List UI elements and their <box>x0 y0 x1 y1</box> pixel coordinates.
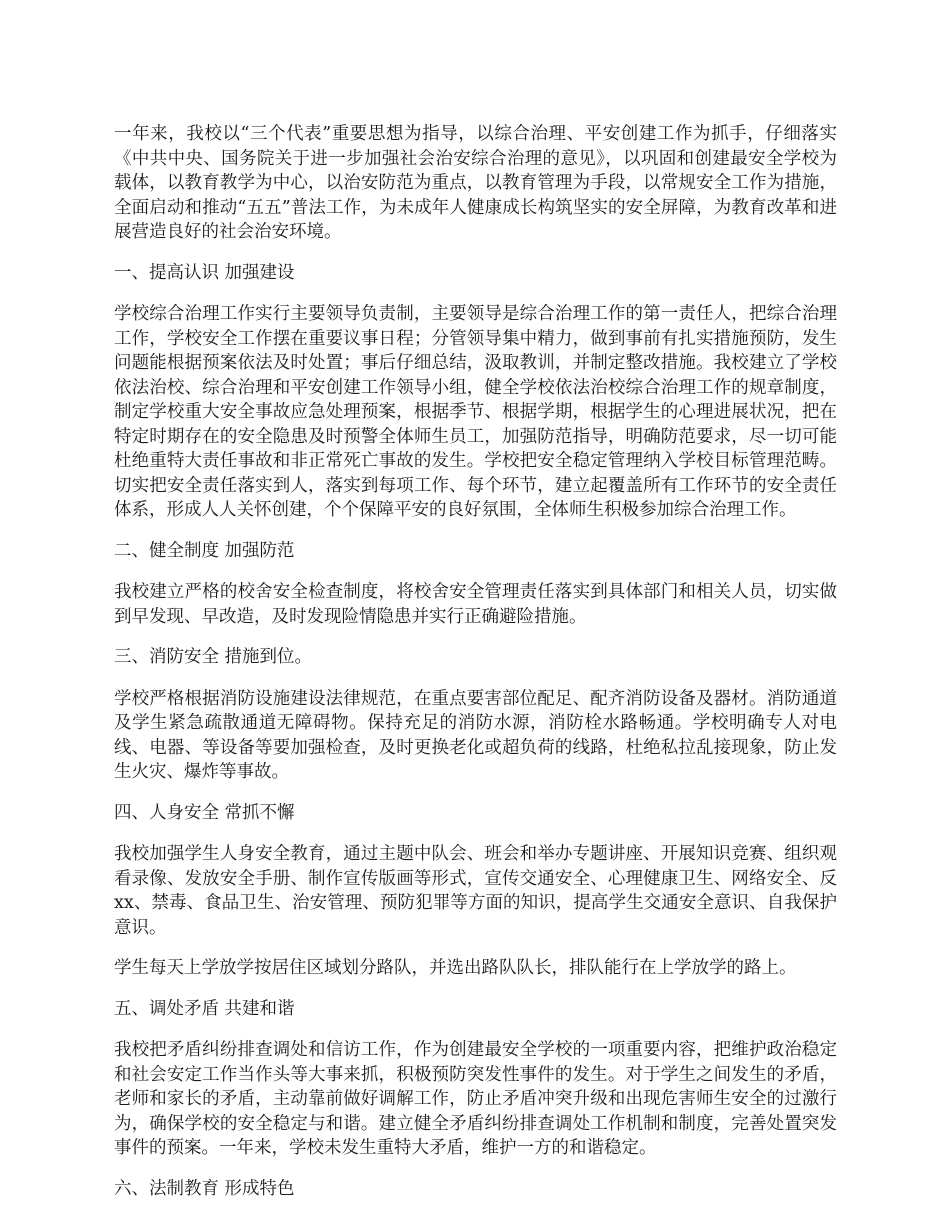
document-page <box>114 122 837 1218</box>
section-5-paragraph-1: 我校把矛盾纠纷排查调处和信访工作，作为创建最安全学校的一项重要内容，把维护政治稳定和社会安定工作当作头等大事来抓，积极预防突发性事件的发生。对于学生之间发生的矛盾，老师和家长的矛盾，主动靠前做好调解工作，防止矛盾冲突升级和出现危害师生安全的过激行为，确保学校的安全稳定与和谐。建立健全矛盾纠纷排查调处工作机制和制度，完善处置突发事件的预案。一年来，学校未发生重特大矛盾，维护一方的和谐稳定。 <box>114 1040 837 1158</box>
section-heading-3: 三、消防安全 措施到位。 <box>114 647 313 667</box>
section-heading-1: 一、提高认识 加强建设 <box>114 262 295 283</box>
section-heading-4: 四、人身安全 常抓不懈 <box>114 802 295 823</box>
section-heading-2: 二、健全制度 加强防范 <box>114 540 295 561</box>
section-heading-6: 六、法制教育 形成特色 <box>114 1178 295 1199</box>
section-2-paragraph-1: 我校建立严格的校舍安全检查制度，将校舍安全管理责任落实到具体部门和相关人员，切实做到早发现、早改造，及时发现险情隐患并实行正确避险措施。 <box>114 582 837 627</box>
section-4-paragraph-2: 学生每天上学放学按居住区域划分路队，并选出路队队长，排队能行在上学放学的路上。 <box>114 958 797 978</box>
section-1-paragraph-1: 学校综合治理工作实行主要领导负责制，主要领导是综合治理工作的第一责任人，把综合治理工作，学校安全工作摆在重要议事日程；分管领导集中精力，做到事前有扎实措施预防，发生问题能根据预案依法及时处置；事后仔细总结，汲取教训，并制定整改措施。我校建立了学校依法治校、综合治理和平安创建工作领导小组，健全学校依法治校综合治理工作的规章制度，制定学校重大安全事故应急处理预案，根据季节、根据学期，根据学生的心理进展状况，把在特定时期存在的安全隐患及时预警全体师生员工，加强防范指导，明确防范要求，尽一切可能杜绝重特大责任事故和非正常死亡事故的发生。学校把安全稳定管理纳入学校目标管理范畴。切实把安全责任落实到人，落实到每项工作、每个环节，建立起覆盖所有工作环节的安全责任体系，形成人人关怀创建，个个保障平安的良好氛围，全体师生积极参加综合治理工作。 <box>114 304 837 520</box>
section-3-paragraph-1: 学校严格根据消防设施建设法律规范，在重点要害部位配足、配齐消防设备及器材。消防通道及学生紧急疏散通道无障碍物。保持充足的消防水源，消防栓水路畅通。学校明确专人对电线、电器、等设备等要加强检查，及时更换老化或超负荷的线路，杜绝私拉乱接现象，防止发生火灾、爆炸等事故。 <box>114 688 837 782</box>
section-heading-5: 五、调处矛盾 共建和谐 <box>114 998 295 1019</box>
section-4-paragraph-1: 我校加强学生人身安全教育，通过主题中队会、班会和举办专题讲座、开展知识竞赛、组织观看录像、发放安全手册、制作宣传版画等形式，宣传交通安全、心理健康卫生、网络安全、反xx、禁毒、食品卫生、治安管理、预防犯罪等方面的知识，提高学生交通安全意识、自我保护意识。 <box>114 844 837 938</box>
intro-paragraph: 一年来，我校以“三个代表”重要思想为指导，以综合治理、平安创建工作为抓手，仔细落实《中共中央、国务院关于进一步加强社会治安综合治理的意见》，以巩固和创建最安全学校为载体，以教育教学为中心，以治安防范为重点，以教育管理为手段，以常规安全工作为措施，全面启动和推动“五五”普法工作，为未成年人健康成长构筑坚实的安全屏障，为教育改革和进展营造良好的社会治安环境。 <box>114 124 837 242</box>
